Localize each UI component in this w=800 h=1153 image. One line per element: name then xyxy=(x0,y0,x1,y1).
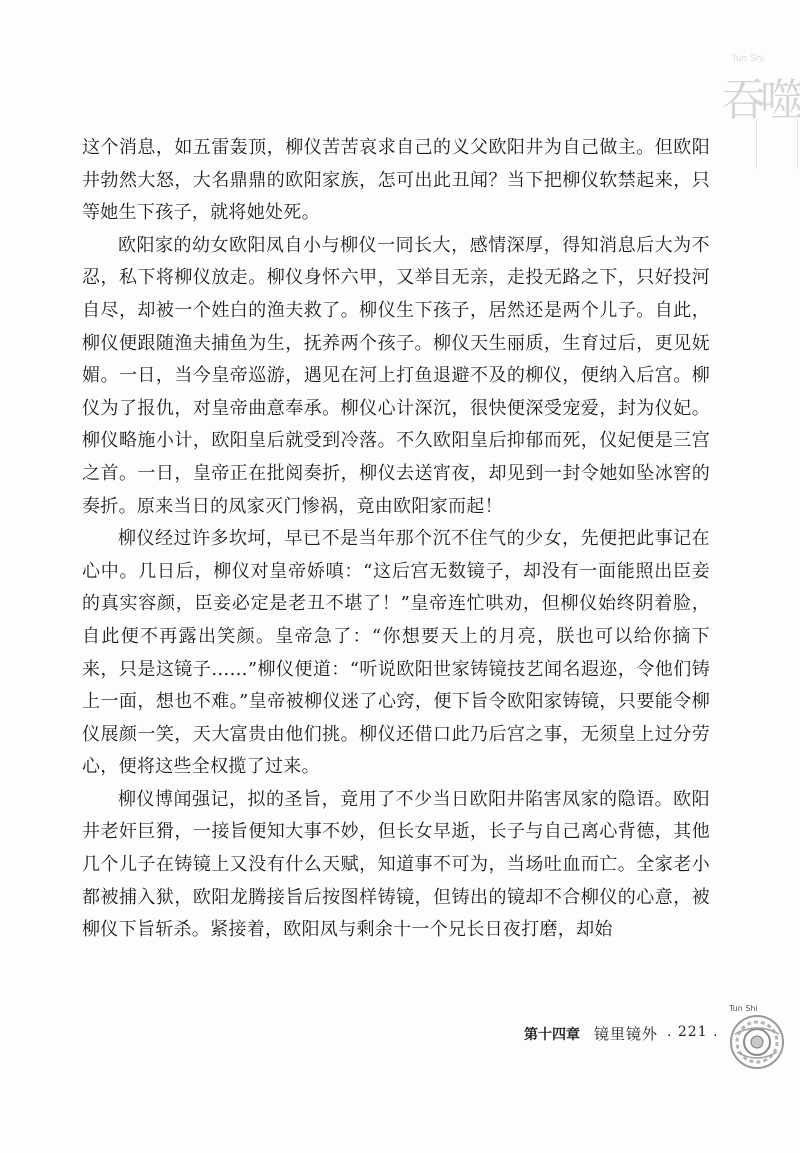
footer-seal-graphic xyxy=(723,1004,793,1074)
corner-seal-small-text: Tun Shi xyxy=(731,54,764,64)
paragraph-1: 这个消息，如五雷轰顶，柳仪苦苦哀求自己的义父欧阳井为自己做主。但欧阳井勃然大怒，大名鼎鼎的欧阳家族，怎可出此丑闻？当下把柳仪软禁起来，只等她生下孩子，就将她处死。 xyxy=(82,137,710,224)
footer-chapter-title: 镜里镜外 xyxy=(594,1025,659,1043)
footer-seal-label: Tun Shi xyxy=(729,1004,758,1013)
paragraph-2: 欧阳家的幼女欧阳凤自小与柳仪一同长大，感情深厚，得知消息后大为不忍，私下将柳仪放走。柳仪身怀六甲，又举目无亲，走投无路之下，只好投河自尽，却被一个姓白的渔夫救了。柳仪生下孩子，居然还是两个儿子。自此，柳仪便跟随渔夫捕鱼为生，抚养两个孩子。柳仪天生丽质，生育过后，更见妩媚。一日，当今皇帝巡游，遇见在河上打鱼退避不及的柳仪，便纳入后宫。柳仪为了报仇，对皇帝曲意奉承。柳仪心计深沉，很快便深受宠爱，封为仪妃。柳仪略施小计，欧阳皇后就受到冷落。不久欧阳皇后抑郁而死，仪妃便是三宫之首。一日，皇帝正在批阅奏折，柳仪去送宵夜，却见到一封令她如坠冰窖的奏折。原来当日的凤家灭门惨祸，竟由欧阳家而起！ xyxy=(82,234,710,517)
paragraph-3: 柳仪经过许多坎坷，早已不是当年那个沉不住气的少女，先便把此事记在心中。几日后，柳仪对皇帝娇嗔：“这后宫无数镜子，却没有一面能照出臣妾的真实容颜，臣妾必定是老丑不堪了！”皇帝连忙哄劝，但柳仪始终阴着脸，自此便不再露出笑颜。皇帝急了：“你想要天上的月亮，朕也可以给你摘下来，只是这镜子……”柳仪便道：“听说欧阳世家铸镜技艺闻名遐迩，令他们铸上一面，想也不难。”皇帝被柳仪迷了心窍，便下旨令欧阳家铸镜，只要能令柳仪展颜一笑，天大富贵由他们挑。柳仪还借口此乃后宫之事，无须皇上过分劳心，便将这些全权揽了过来。 xyxy=(82,528,710,778)
page-footer xyxy=(0,1004,800,1062)
corner-seal-text: 吞噬 xyxy=(722,75,798,126)
corner-seal-lines xyxy=(756,119,798,169)
paragraph-4: 柳仪博闻强记，拟的圣旨，竟用了不少当日欧阳井陷害凤家的隐语。欧阳井老奸巨猾，一接旨便知大事不妙，但长女早逝，长子与自己离心背德，其他几个儿子在铸镜上又没有什么天赋，知道事不可为，当场吐血而亡。全家老小都被捕入狱，欧阳龙腾接旨后按图样铸镜，但铸出的镜却不合柳仪的心意，被柳仪下旨斩杀。紧接着，欧阳凤与剩余十一个兄长日夜打磨，却始 xyxy=(82,788,710,941)
page-number: . 221 . xyxy=(667,1024,719,1040)
footer-seal-icon xyxy=(723,1004,793,1074)
body-text xyxy=(82,132,710,947)
footer-chapter-label: 第十四章 xyxy=(524,1027,580,1043)
